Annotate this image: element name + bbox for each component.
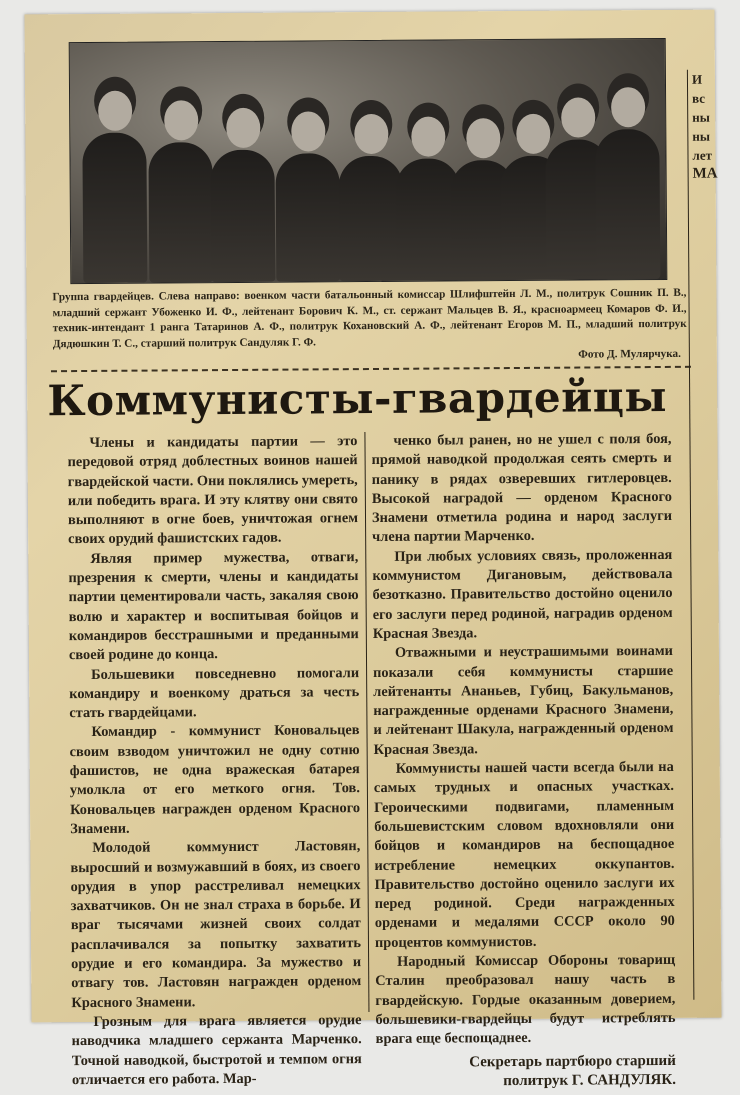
fragment-text: ны [692, 128, 711, 144]
photo-credit: Фото Д. Мулярчука. [578, 347, 681, 361]
paragraph: Члены и кандидаты партии — это передовой отряд доблестных воинов нашей гвардейской части. Они поклялись умереть, или победить врага. И эту клятву они свято выполняют в огне боев, уничтожая огнем своих орудий фашистских гадов. [67, 433, 359, 548]
paragraph: Молодой коммунист Ластовян, выросший и возмужавший в боях, из своего орудия в упор расстреливал немецких захватчиков. Он не знал страха в борьбе. И враг тысячами жизней своих солдат расплачивался за попытку захватить орудие и его командира. За мужество и отвагу тов. Ластовян награжден орденом Красного Знамени. [70, 838, 362, 1011]
paragraph: Большевики повседневно помогали командиру и военкому драться за честь стать гвардейцами. [69, 664, 360, 722]
headline: Коммунисты-гвардейцы [47, 371, 668, 426]
fragment-text: МА [692, 165, 718, 182]
photo-caption: Группа гвардейцев. Слева направо: военком части батальонный комиссар Шлифштейн Л. М., политрук Сошник П. В., младший сержант Убоженко И. Ф., лейтенант Борович К. М., ст. сержант Мальцев В. Я., красноармеец Комаров Ф. И., техник-интендант 1 ранга Татаринов А. Ф., политрук Кохановский А. Ф., лейтенант Егоров М. П., младший политрук Дядюшкин Т. С., старший политрук Сандуляк Г. Ф. [52, 286, 687, 350]
fragment-text: И [691, 71, 703, 87]
paragraph: Отважными и неустрашимыми воинами показали себя коммунисты старшие лейтенанты Ананьев, Губиц, Бакульманов, награжденные орденами Красного Знамени, и лейтенант Шакула, награжденный орденом Красная Звезда. [373, 643, 674, 758]
paragraph: Коммунисты нашей части всегда были на самых трудных и опасных участках. Героическими подвигами, пламенным большевистским словом вдохновляли они бойцов и командиров на беспощадное истребление немецких оккупантов. Правительство достойно оценило заслуги их перед родиной. Среди награжденных орденами и медалями СССР около 90 процентов коммунистов. [373, 758, 675, 951]
divider [51, 366, 691, 372]
left-column [67, 432, 362, 1090]
paragraph: При любых условиях связь, проложенная коммунистом Дигановым, действовала безотказно. Правительство достойно оценило его заслуги перед родиной, наградив орденом Красная Звезда. [372, 546, 673, 642]
newspaper-clipping [24, 10, 721, 1089]
adjacent-column-fragment [687, 70, 724, 1000]
group-photo [69, 38, 668, 284]
fragment-text: вс [692, 90, 706, 106]
signature-name: политрук Г. САНДУЛЯК. [503, 1071, 676, 1089]
paragraph: Грозным для врага является орудие наводчика младшего сержанта Марченко. Точной наводкой, быстротой и темпом огня отличается его работа. Мар- [71, 1011, 362, 1088]
paragraph: ченко был ранен, но не ушел с поля боя, прямой наводкой продолжая сеять смерть и панику в рядах озверевших гитлеровцев. Высокой наградой — орденом Красного Знамени отметила родина и народ заслуги члена партии Марченко. [371, 430, 673, 546]
column-divider [364, 432, 369, 1012]
paragraph: Являя пример мужества, отваги, презрения к смерти, члены и кандидаты партии цементировали часть, закаляя свою волю и характер и воспитывая бойцов и командиров бесстрашными и преданными своей родине до конца. [68, 548, 359, 664]
paragraph: Командир - коммунист Коновальцев своим взводом уничтожил не одну сотню фашистов, не одна вражеская батарея умолкла от его меткого огня. Тов. Коновальцев награжден орденом Красного Знамени. [69, 722, 361, 838]
signature-line: Секретарь партбюро старший [469, 1052, 676, 1070]
fragment-text: лет [692, 147, 712, 163]
paragraph: Народный Комиссар Обороны товарищ Сталин преобразовал нашу часть в гвардейскую. Гордые оказанным доверием, большевики-гвардейцы будут истреблять врага еще беспощаднее. [375, 951, 676, 1048]
fragment-text: ны [692, 109, 710, 125]
right-column [371, 430, 676, 1092]
